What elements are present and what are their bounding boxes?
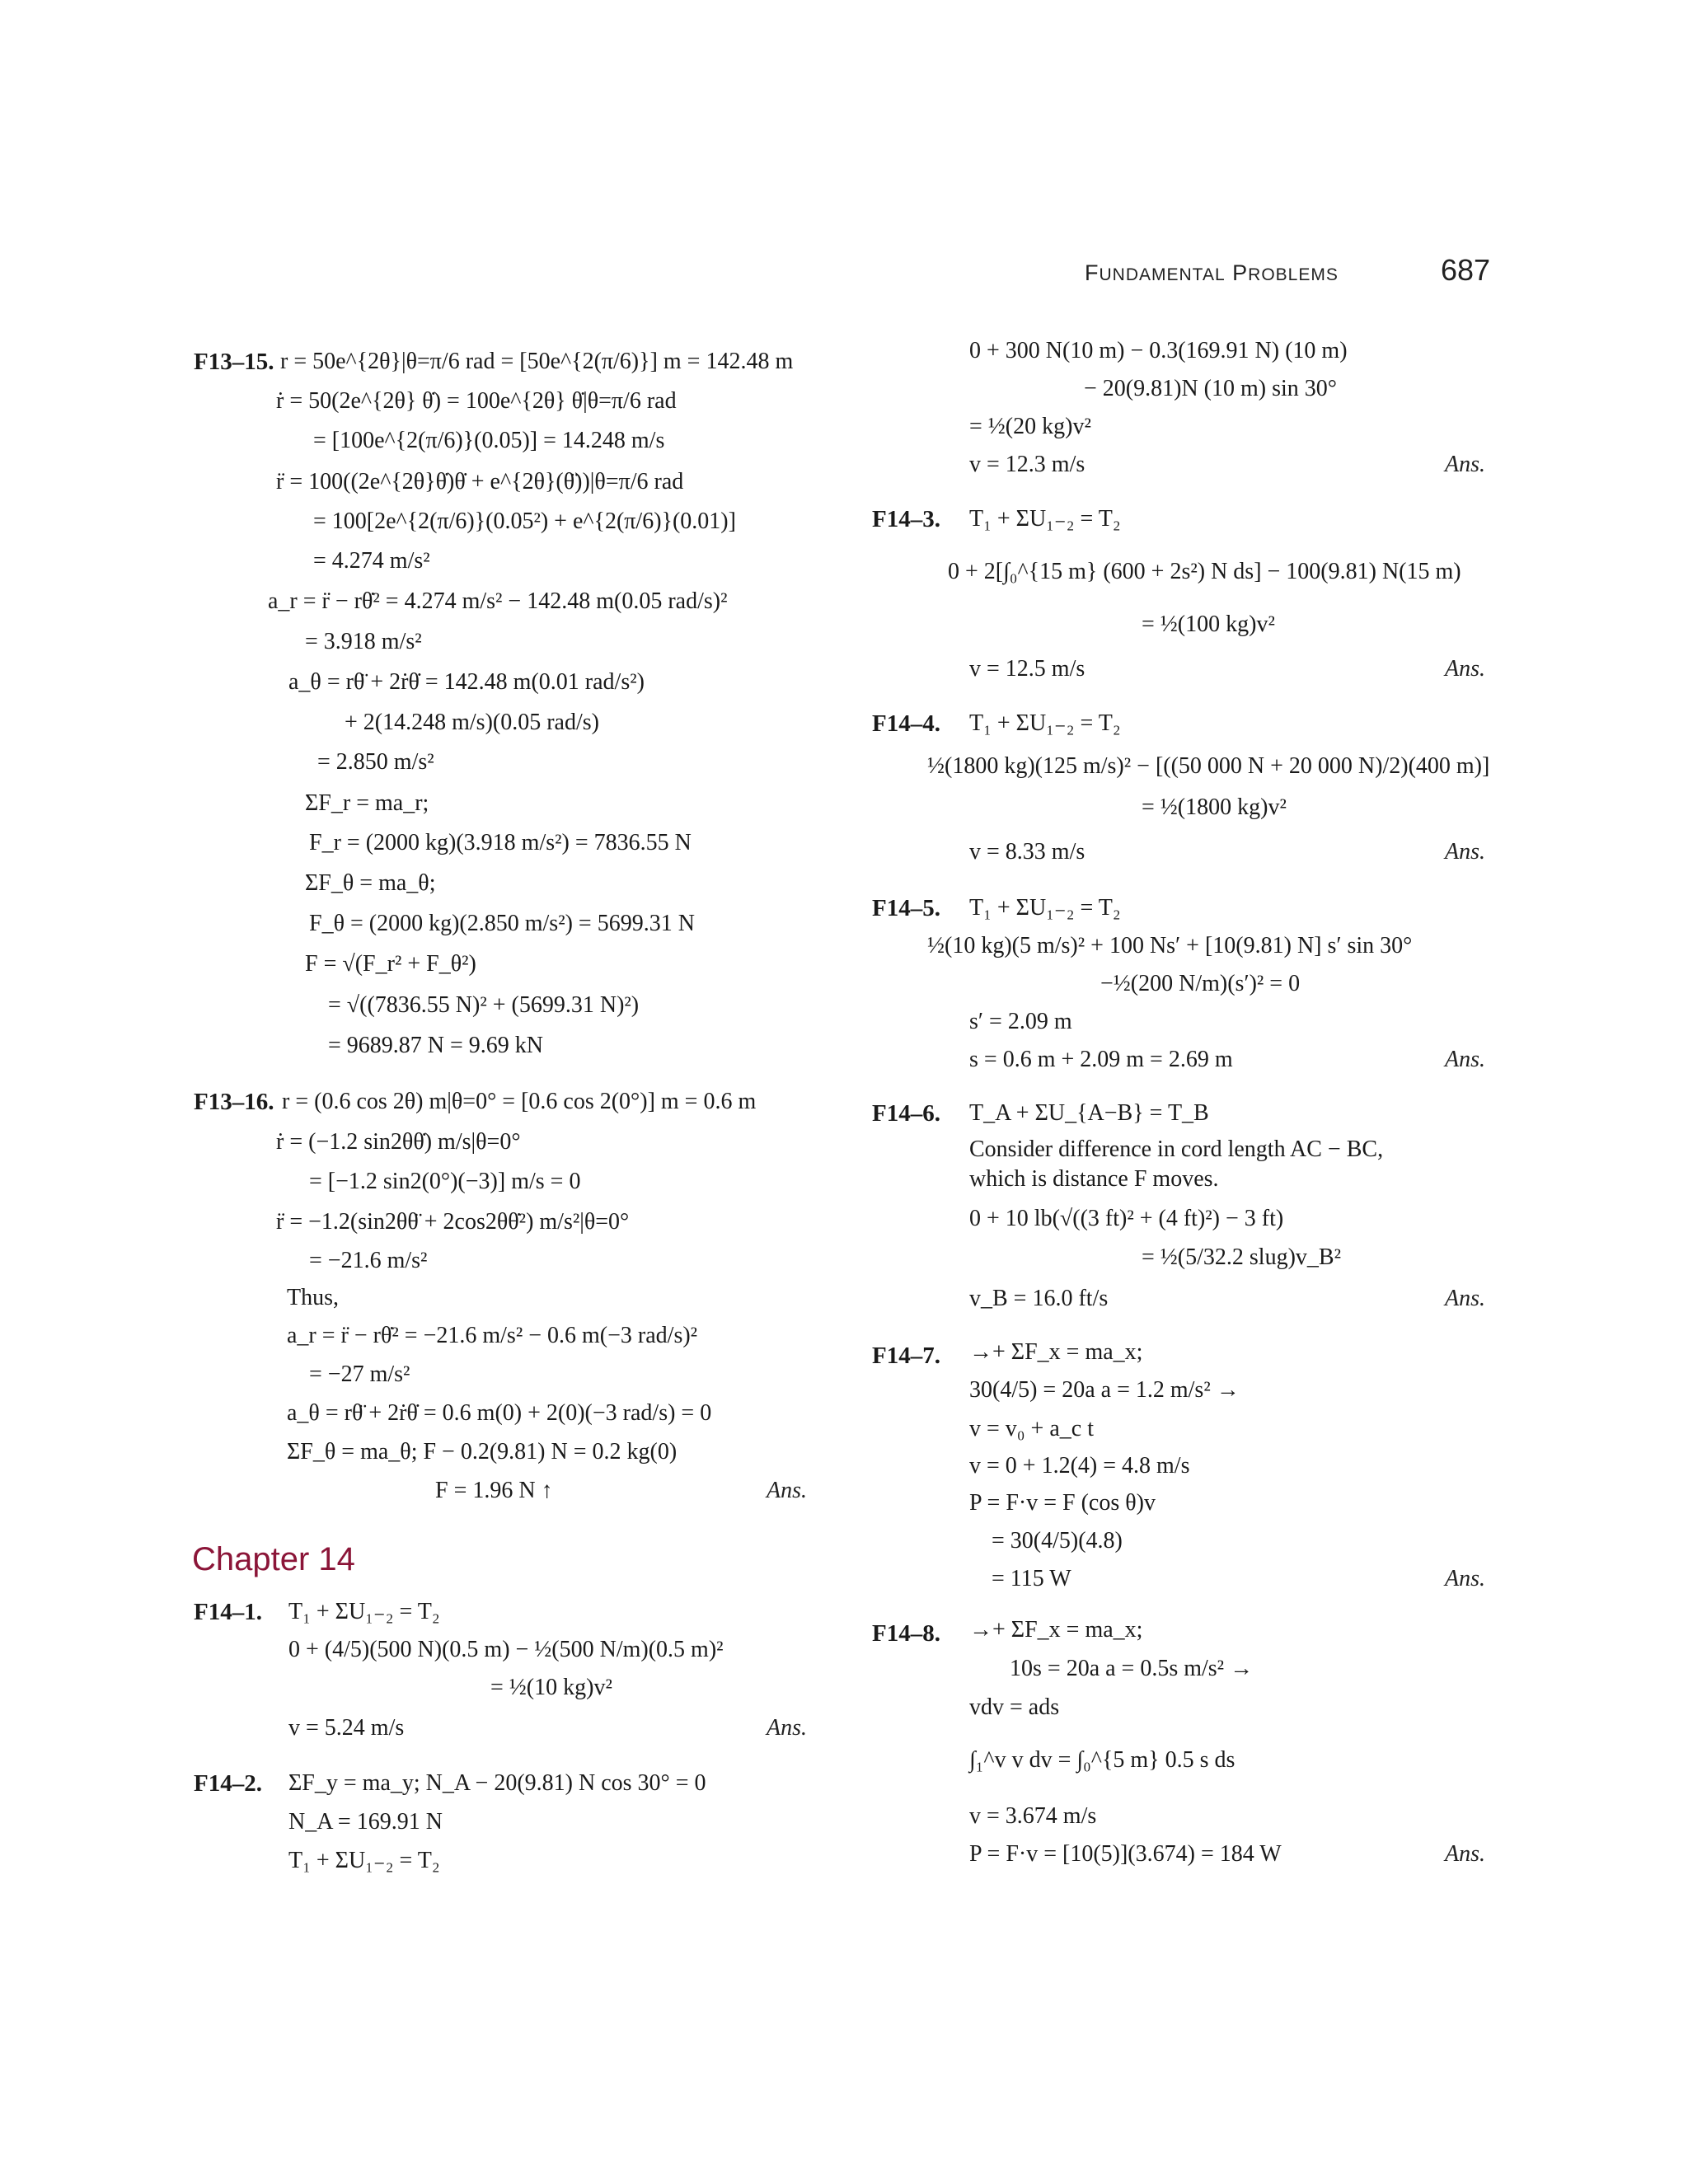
equation-line: T₁ + ΣU₁₋₂ = T₂ bbox=[969, 710, 1121, 736]
problem-label: F14–5. bbox=[872, 895, 940, 921]
equation-line: = ½(5/32.2 slug)v_B² bbox=[1142, 1244, 1341, 1270]
equation-line: T_A + ΣU_{A−B} = T_B bbox=[969, 1100, 1209, 1126]
equation-line: →+ ΣF_x = ma_x; bbox=[969, 1617, 1143, 1643]
equation-line: ΣF_θ = ma_θ; bbox=[305, 870, 436, 896]
equation-line: 30(4/5) = 20a a = 1.2 m/s² → bbox=[969, 1377, 1240, 1403]
equation-line: = 30(4/5)(4.8) bbox=[992, 1528, 1123, 1554]
equation-line: r = (0.6 cos 2θ) m|θ=0° = [0.6 cos 2(0°)] m = 0.6 m bbox=[282, 1089, 757, 1114]
equation-line: F_θ = (2000 kg)(2.850 m/s²) = 5699.31 N bbox=[309, 911, 695, 936]
running-header: FUNDAMENTAL PROBLEMS bbox=[1085, 260, 1339, 285]
answer-marker: Ans. bbox=[1445, 1286, 1485, 1311]
equation-line: r̈ = 100((2e^{2θ}θ̇)θ̇ + e^{2θ}(θ̈))|θ=π/6 rad bbox=[276, 469, 684, 494]
equation-line: N_A = 169.91 N bbox=[288, 1809, 443, 1835]
equation-line: a_r = r̈ − rθ̇² = −21.6 m/s² − 0.6 m(−3 rad/s)² bbox=[287, 1323, 698, 1348]
problem-label: F14–4. bbox=[872, 710, 940, 737]
equation-line: ΣF_y = ma_y; N_A − 20(9.81) N cos 30° = 0 bbox=[288, 1770, 706, 1796]
equation-line: a_θ = rθ̈ + 2ṙθ̇ = 0.6 m(0) + 2(0)(−3 rad/s) = 0 bbox=[287, 1400, 712, 1426]
equation-line: 0 + (4/5)(500 N)(0.5 m) − ½(500 N/m)(0.5 m)² bbox=[288, 1637, 724, 1662]
problem-label: F14–3. bbox=[872, 506, 940, 532]
equation-line: v = v₀ + a_c t bbox=[969, 1416, 1094, 1441]
equation-line: 0 + 300 N(10 m) − 0.3(169.91 N) (10 m) bbox=[969, 338, 1348, 363]
equation-line: v = 3.674 m/s bbox=[969, 1803, 1097, 1829]
answer-marker: Ans. bbox=[1445, 1841, 1485, 1867]
equation-line: = 4.274 m/s² bbox=[313, 548, 430, 574]
equation-line: = 100[2e^{2(π/6)}(0.05²) + e^{2(π/6)}(0.01)] bbox=[313, 509, 736, 534]
problem-label: F13–15. bbox=[194, 349, 274, 375]
equation-line: v = 12.5 m/s bbox=[969, 656, 1085, 682]
equation-line: v = 5.24 m/s bbox=[288, 1715, 405, 1741]
equation-line: ṙ = 50(2e^{2θ} θ̇) = 100e^{2θ} θ̇|θ=π/6 rad bbox=[276, 388, 677, 414]
equation-line: ½(1800 kg)(125 m/s)² − [((50 000 N + 20 000 N)/2)(400 m)] bbox=[927, 753, 1490, 779]
problem-label: F14–8. bbox=[872, 1620, 940, 1647]
problem-label: F13–16. bbox=[194, 1089, 274, 1115]
body-text: which is distance F moves. bbox=[969, 1166, 1219, 1192]
equation-line: = 9689.87 N = 9.69 kN bbox=[328, 1033, 544, 1058]
equation-line: a_θ = rθ̈ + 2ṙθ̇ = 142.48 m(0.01 rad/s²) bbox=[288, 669, 645, 695]
problem-label: F14–6. bbox=[872, 1100, 940, 1127]
equation-line: = ½(1800 kg)v² bbox=[1142, 794, 1287, 820]
body-text: Consider difference in cord length AC − BC, bbox=[969, 1137, 1384, 1162]
problem-label: F14–2. bbox=[194, 1770, 262, 1797]
equation-line: v = 0 + 1.2(4) = 4.8 m/s bbox=[969, 1453, 1190, 1479]
equation-line: →+ ΣF_x = ma_x; bbox=[969, 1339, 1143, 1365]
page-number: 687 bbox=[1441, 253, 1491, 287]
answer-marker: Ans. bbox=[1445, 452, 1485, 477]
equation-line: T₁ + ΣU₁₋₂ = T₂ bbox=[969, 895, 1121, 921]
equation-line: = ½(100 kg)v² bbox=[1142, 612, 1275, 637]
equation-line: vdv = ads bbox=[969, 1694, 1060, 1720]
problem-label: F14–1. bbox=[194, 1599, 262, 1625]
answer-marker: Ans. bbox=[1445, 1566, 1485, 1591]
equation-line: a_r = r̈ − rθ̇² = 4.274 m/s² − 142.48 m(0.05 rad/s)² bbox=[268, 588, 728, 614]
equation-line: 0 + 10 lb(√((3 ft)² + (4 ft)²) − 3 ft) bbox=[969, 1206, 1284, 1231]
answer-marker: Ans. bbox=[1445, 1047, 1485, 1072]
equation-line: P = F·v = [10(5)](3.674) = 184 W bbox=[969, 1841, 1282, 1867]
equation-line: Thus, bbox=[287, 1285, 339, 1310]
equation-line: ½(10 kg)(5 m/s)² + 100 Ns′ + [10(9.81) N] s′ sin 30° bbox=[927, 933, 1413, 958]
equation-line: T₁ + ΣU₁₋₂ = T₂ bbox=[969, 506, 1121, 532]
equation-line: = 3.918 m/s² bbox=[305, 629, 422, 654]
equation-line: v = 12.3 m/s bbox=[969, 452, 1085, 477]
equation-line: = −21.6 m/s² bbox=[309, 1248, 428, 1273]
equation-line: = [−1.2 sin2(0°)(−3)] m/s = 0 bbox=[309, 1169, 581, 1194]
equation-line: r̈ = −1.2(sin2θθ̈ + 2cos2θθ̇²) m/s²|θ=0° bbox=[276, 1209, 630, 1235]
equation-line: ∫₁^v v dv = ∫₀^{5 m} 0.5 s ds bbox=[969, 1747, 1236, 1773]
equation-line: −½(200 N/m)(s′)² = 0 bbox=[1100, 971, 1301, 996]
equation-line: = [100e^{2(π/6)}(0.05)] = 14.248 m/s bbox=[313, 428, 665, 453]
equation-line: r = 50e^{2θ}|θ=π/6 rad = [50e^{2(π/6)}] m = 142.48 m bbox=[280, 349, 794, 374]
equation-line: v_B = 16.0 ft/s bbox=[969, 1286, 1109, 1311]
equation-line: = 115 W bbox=[992, 1566, 1071, 1591]
equation-line: T₁ + ΣU₁₋₂ = T₂ bbox=[288, 1848, 440, 1873]
equation-line: ΣF_r = ma_r; bbox=[305, 790, 429, 816]
answer-marker: Ans. bbox=[1445, 839, 1485, 865]
equation-line: ΣF_θ = ma_θ; F − 0.2(9.81) N = 0.2 kg(0) bbox=[287, 1439, 678, 1465]
equation-line: F = 1.96 N ↑ bbox=[435, 1478, 553, 1503]
equation-line: s′ = 2.09 m bbox=[969, 1009, 1072, 1034]
equation-line: T₁ + ΣU₁₋₂ = T₂ bbox=[288, 1599, 440, 1624]
problem-label: F14–7. bbox=[872, 1343, 940, 1369]
equation-line: F_r = (2000 kg)(3.918 m/s²) = 7836.55 N bbox=[309, 830, 692, 855]
equation-line: 10s = 20a a = 0.5s m/s² → bbox=[1010, 1656, 1254, 1681]
answer-marker: Ans. bbox=[1445, 656, 1485, 682]
equation-line: P = F·v = F (cos θ)v bbox=[969, 1490, 1156, 1516]
equation-line: s = 0.6 m + 2.09 m = 2.69 m bbox=[969, 1047, 1233, 1072]
equation-line: 0 + 2[∫₀^{15 m} (600 + 2s²) N ds] − 100(9.81) N(15 m) bbox=[948, 559, 1461, 584]
equation-line: + 2(14.248 m/s)(0.05 rad/s) bbox=[345, 710, 599, 735]
equation-line: = 2.850 m/s² bbox=[317, 749, 434, 775]
equation-line: = √((7836.55 N)² + (5699.31 N)²) bbox=[328, 992, 640, 1018]
equation-line: v = 8.33 m/s bbox=[969, 839, 1085, 865]
equation-line: = −27 m/s² bbox=[309, 1361, 410, 1387]
equation-line: − 20(9.81)N (10 m) sin 30° bbox=[1084, 376, 1337, 401]
equation-line: = ½(20 kg)v² bbox=[969, 414, 1091, 439]
equation-line: = ½(10 kg)v² bbox=[490, 1675, 612, 1700]
answer-marker: Ans. bbox=[767, 1478, 807, 1503]
chapter-heading: Chapter 14 bbox=[192, 1541, 355, 1577]
equation-line: F = √(F_r² + F_θ²) bbox=[305, 951, 476, 977]
answer-marker: Ans. bbox=[767, 1715, 807, 1741]
equation-line: ṙ = (−1.2 sin2θθ̇) m/s|θ=0° bbox=[276, 1129, 521, 1155]
